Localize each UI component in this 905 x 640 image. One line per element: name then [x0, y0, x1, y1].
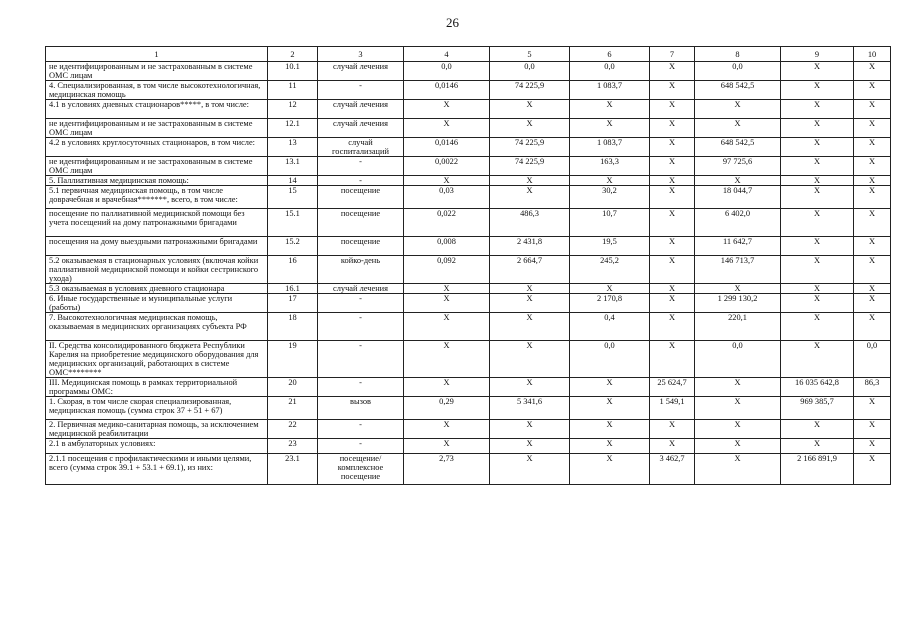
- table-cell: X: [695, 378, 781, 397]
- table-cell: X: [570, 284, 650, 294]
- table-cell: 2 431,8: [490, 237, 570, 256]
- table-cell: случай лечения: [318, 284, 404, 294]
- table-cell: X: [650, 138, 695, 157]
- column-header: 3: [318, 47, 404, 62]
- table-cell: 3 462,7: [650, 454, 695, 485]
- table-cell: 2 664,7: [490, 256, 570, 284]
- table-cell: 13: [268, 138, 318, 157]
- table-row: [46, 439, 891, 454]
- page-number: 26: [446, 15, 459, 30]
- table-row: [46, 454, 891, 485]
- table-cell: X: [781, 62, 854, 81]
- table-row: [46, 209, 891, 237]
- table-cell: 0,03: [404, 186, 490, 209]
- table-cell: X: [854, 256, 891, 284]
- table-cell: 15: [268, 186, 318, 209]
- data-table: [45, 46, 891, 485]
- table-cell: X: [570, 378, 650, 397]
- table-cell: X: [781, 81, 854, 100]
- table-cell: 0,0: [570, 62, 650, 81]
- table-row: [46, 157, 891, 176]
- column-header: 8: [695, 47, 781, 62]
- row-label-cell: 2. Первичная медико-санитарная помощь, за исключением медицинской реабилитации: [46, 420, 268, 439]
- table-cell: X: [650, 420, 695, 439]
- table-cell: X: [570, 119, 650, 138]
- table-cell: X: [490, 119, 570, 138]
- table-cell: X: [781, 256, 854, 284]
- table-cell: X: [695, 397, 781, 420]
- table-cell: 16: [268, 256, 318, 284]
- table-cell: X: [854, 209, 891, 237]
- table-cell: X: [781, 209, 854, 237]
- table-cell: 20: [268, 378, 318, 397]
- row-label-cell: посещения на дому выездными патронажными бригадами: [46, 237, 268, 256]
- table-cell: X: [854, 186, 891, 209]
- table-cell: 0,0: [490, 62, 570, 81]
- table-cell: 245,2: [570, 256, 650, 284]
- table-cell: койко-день: [318, 256, 404, 284]
- table-cell: 0,0: [404, 62, 490, 81]
- row-label-cell: 1. Скорая, в том числе скорая специализированная, медицинская помощь (сумма строк 37 + 51 + 67): [46, 397, 268, 420]
- table-cell: случай лечения: [318, 62, 404, 81]
- table-cell: 16 035 642,8: [781, 378, 854, 397]
- table-cell: 0,0146: [404, 138, 490, 157]
- table-cell: 23.1: [268, 454, 318, 485]
- table-cell: X: [854, 62, 891, 81]
- table-cell: X: [490, 341, 570, 378]
- table-cell: 74 225,9: [490, 138, 570, 157]
- table-cell: X: [695, 439, 781, 454]
- table-cell: X: [650, 186, 695, 209]
- table-cell: X: [650, 157, 695, 176]
- table-cell: случай госпитализаций: [318, 138, 404, 157]
- table-cell: X: [695, 284, 781, 294]
- table-cell: 2,73: [404, 454, 490, 485]
- table-cell: 10,7: [570, 209, 650, 237]
- table-row: [46, 341, 891, 378]
- table-cell: X: [404, 100, 490, 119]
- table-row: [46, 237, 891, 256]
- table-row: [46, 256, 891, 284]
- table-cell: X: [781, 237, 854, 256]
- table-row: [46, 397, 891, 420]
- table-cell: X: [490, 439, 570, 454]
- table-cell: 74 225,9: [490, 157, 570, 176]
- table-cell: X: [854, 294, 891, 313]
- table-cell: -: [318, 294, 404, 313]
- table-cell: X: [404, 420, 490, 439]
- table-cell: X: [570, 454, 650, 485]
- table-cell: X: [781, 119, 854, 138]
- table-cell: 18 044,7: [695, 186, 781, 209]
- row-label-cell: 2.1 в амбулаторных условиях:: [46, 439, 268, 454]
- table-cell: 97 725,6: [695, 157, 781, 176]
- row-label-cell: 5.3 оказываемая в условиях дневного стационара: [46, 284, 268, 294]
- table-cell: 13.1: [268, 157, 318, 176]
- table-cell: вызов: [318, 397, 404, 420]
- column-header: 6: [570, 47, 650, 62]
- row-label-cell: не идентифицированным и не застрахованным в системе ОМС лицам: [46, 62, 268, 81]
- table-cell: 0,0: [570, 341, 650, 378]
- table-cell: X: [650, 176, 695, 186]
- table-cell: X: [490, 454, 570, 485]
- table-cell: X: [781, 439, 854, 454]
- row-label-cell: II. Средства консолидированного бюджета Республики Карелия на приобретение медицинского оборудования для медицинских организаций, работающих в системе ОМС********: [46, 341, 268, 378]
- table-cell: X: [404, 341, 490, 378]
- table-cell: X: [781, 284, 854, 294]
- table-cell: -: [318, 341, 404, 378]
- table-cell: X: [854, 119, 891, 138]
- table-cell: случай лечения: [318, 100, 404, 119]
- table-cell: X: [781, 100, 854, 119]
- table-cell: посещение: [318, 209, 404, 237]
- table-cell: X: [854, 157, 891, 176]
- table-row: [46, 378, 891, 397]
- table-cell: 18: [268, 313, 318, 341]
- row-label-cell: не идентифицированным и не застрахованным в системе ОМС лицам: [46, 157, 268, 176]
- row-label-cell: посещение по паллиативной медицинской помощи без учета посещений на дому патронажными бригадами: [46, 209, 268, 237]
- column-header: 1: [46, 47, 268, 62]
- table-cell: 146 713,7: [695, 256, 781, 284]
- table-row: [46, 119, 891, 138]
- table-cell: X: [854, 454, 891, 485]
- table-cell: X: [854, 284, 891, 294]
- table-cell: -: [318, 378, 404, 397]
- table-cell: 6 402,0: [695, 209, 781, 237]
- table-cell: 0,092: [404, 256, 490, 284]
- table-cell: 0,0: [854, 341, 891, 378]
- column-header: 9: [781, 47, 854, 62]
- table-cell: 0,022: [404, 209, 490, 237]
- column-header: 4: [404, 47, 490, 62]
- table-cell: X: [650, 256, 695, 284]
- table-cell: 163,3: [570, 157, 650, 176]
- table-cell: 2 166 891,9: [781, 454, 854, 485]
- table-cell: 22: [268, 420, 318, 439]
- table-cell: X: [650, 439, 695, 454]
- table-cell: X: [490, 420, 570, 439]
- table-cell: посещение/ комплексное посещение: [318, 454, 404, 485]
- table-cell: X: [854, 439, 891, 454]
- table-row: [46, 138, 891, 157]
- table-cell: X: [650, 62, 695, 81]
- table-cell: 1 083,7: [570, 81, 650, 100]
- table-cell: 648 542,5: [695, 138, 781, 157]
- row-label-cell: 7. Высокотехнологичная медицинская помощь, оказываемая в медицинских организациях субъекта РФ: [46, 313, 268, 341]
- table-cell: X: [781, 176, 854, 186]
- table-cell: X: [490, 378, 570, 397]
- table-cell: X: [404, 119, 490, 138]
- table-cell: 23: [268, 439, 318, 454]
- table-cell: 16.1: [268, 284, 318, 294]
- table-cell: X: [781, 420, 854, 439]
- table-cell: X: [650, 100, 695, 119]
- table-cell: 12.1: [268, 119, 318, 138]
- table-cell: X: [490, 313, 570, 341]
- row-label-cell: 2.1.1 посещения с профилактическими и иными целями, всего (сумма строк 39.1 + 53.1 + 69.1), из них:: [46, 454, 268, 485]
- table-cell: 11 642,7: [695, 237, 781, 256]
- table-cell: X: [854, 313, 891, 341]
- table-cell: X: [781, 157, 854, 176]
- row-label-cell: 6. Иные государственные и муниципальные услуги (работы): [46, 294, 268, 313]
- table-cell: X: [695, 454, 781, 485]
- table-cell: 12: [268, 100, 318, 119]
- table-cell: 14: [268, 176, 318, 186]
- table-cell: 30,2: [570, 186, 650, 209]
- table-cell: X: [695, 176, 781, 186]
- table-cell: X: [570, 420, 650, 439]
- table-header-row: [46, 47, 891, 62]
- table-cell: -: [318, 81, 404, 100]
- table-cell: X: [650, 209, 695, 237]
- table-cell: 15.2: [268, 237, 318, 256]
- table-cell: 15.1: [268, 209, 318, 237]
- table-cell: -: [318, 313, 404, 341]
- table-cell: X: [404, 284, 490, 294]
- table-row: [46, 284, 891, 294]
- table-cell: X: [570, 439, 650, 454]
- table-cell: X: [490, 294, 570, 313]
- table-cell: X: [781, 138, 854, 157]
- column-header: 2: [268, 47, 318, 62]
- table-cell: X: [854, 138, 891, 157]
- table-cell: случай лечения: [318, 119, 404, 138]
- table-row: [46, 81, 891, 100]
- table-cell: 19: [268, 341, 318, 378]
- table-cell: X: [695, 100, 781, 119]
- table-cell: -: [318, 420, 404, 439]
- table-cell: X: [854, 100, 891, 119]
- table-cell: X: [490, 186, 570, 209]
- table-cell: X: [650, 313, 695, 341]
- row-label-cell: 5. Паллиативная медицинская помощь:: [46, 176, 268, 186]
- column-header: 5: [490, 47, 570, 62]
- table-cell: 1 549,1: [650, 397, 695, 420]
- table-cell: 11: [268, 81, 318, 100]
- table-row: [46, 313, 891, 341]
- table-row: [46, 420, 891, 439]
- table-cell: 74 225,9: [490, 81, 570, 100]
- table-cell: 220,1: [695, 313, 781, 341]
- row-label-cell: не идентифицированным и не застрахованным в системе ОМС лицам: [46, 119, 268, 138]
- table-row: [46, 294, 891, 313]
- column-header: 10: [854, 47, 891, 62]
- table-cell: X: [404, 294, 490, 313]
- table-cell: -: [318, 439, 404, 454]
- table-cell: X: [781, 186, 854, 209]
- table-cell: X: [854, 420, 891, 439]
- table-row: [46, 62, 891, 81]
- table-cell: 0,0022: [404, 157, 490, 176]
- row-label-cell: 4.1 в условиях дневных стационаров*****, в том числе:: [46, 100, 268, 119]
- table-cell: X: [490, 176, 570, 186]
- table-cell: X: [854, 237, 891, 256]
- row-label-cell: 4.2 в условиях круглосуточных стационаров, в том числе:: [46, 138, 268, 157]
- row-label-cell: 5.1 первичная медицинская помощь, в том числе доврачебная и врачебная*******, всего, в том числе:: [46, 186, 268, 209]
- table-cell: 19,5: [570, 237, 650, 256]
- table-cell: 86,3: [854, 378, 891, 397]
- table-cell: X: [570, 176, 650, 186]
- table-cell: X: [490, 284, 570, 294]
- table-cell: X: [695, 119, 781, 138]
- column-header: 7: [650, 47, 695, 62]
- table-cell: -: [318, 176, 404, 186]
- table-cell: 10.1: [268, 62, 318, 81]
- table-cell: X: [490, 100, 570, 119]
- table-cell: 0,0: [695, 62, 781, 81]
- row-label-cell: 4. Специализированная, в том числе высокотехнологичная, медицинская помощь: [46, 81, 268, 100]
- table-cell: X: [404, 439, 490, 454]
- table-cell: X: [650, 119, 695, 138]
- table-cell: 648 542,5: [695, 81, 781, 100]
- table-cell: 21: [268, 397, 318, 420]
- table-cell: 0,008: [404, 237, 490, 256]
- table-cell: X: [404, 313, 490, 341]
- table-cell: 0,29: [404, 397, 490, 420]
- table-cell: посещение: [318, 186, 404, 209]
- table-cell: 5 341,6: [490, 397, 570, 420]
- table-cell: X: [695, 420, 781, 439]
- table-cell: 0,4: [570, 313, 650, 341]
- table-cell: X: [404, 378, 490, 397]
- row-label-cell: 5.2 оказываемая в стационарных условиях (включая койки паллиативной медицинской помощи и койки сестринского ухода): [46, 256, 268, 284]
- table-cell: X: [404, 176, 490, 186]
- table-row: [46, 176, 891, 186]
- table-cell: 0,0: [695, 341, 781, 378]
- table-cell: 17: [268, 294, 318, 313]
- table-cell: X: [781, 313, 854, 341]
- table-row: [46, 100, 891, 119]
- table-cell: 486,3: [490, 209, 570, 237]
- table-cell: X: [570, 100, 650, 119]
- table-cell: X: [854, 81, 891, 100]
- table-cell: 25 624,7: [650, 378, 695, 397]
- table-cell: X: [650, 237, 695, 256]
- table-cell: X: [570, 397, 650, 420]
- table-cell: 1 083,7: [570, 138, 650, 157]
- table-cell: посещение: [318, 237, 404, 256]
- table-cell: -: [318, 157, 404, 176]
- table-row: [46, 186, 891, 209]
- table-cell: 1 299 130,2: [695, 294, 781, 313]
- table-cell: X: [781, 341, 854, 378]
- table-cell: 969 385,7: [781, 397, 854, 420]
- table-cell: X: [781, 294, 854, 313]
- row-label-cell: III. Медицинская помощь в рамках территориальной программы ОМС:: [46, 378, 268, 397]
- table-cell: X: [854, 176, 891, 186]
- table-cell: X: [650, 81, 695, 100]
- table-cell: X: [650, 284, 695, 294]
- table-cell: X: [650, 294, 695, 313]
- table-cell: 2 170,8: [570, 294, 650, 313]
- table-cell: X: [650, 341, 695, 378]
- table-cell: 0,0146: [404, 81, 490, 100]
- table-cell: X: [854, 397, 891, 420]
